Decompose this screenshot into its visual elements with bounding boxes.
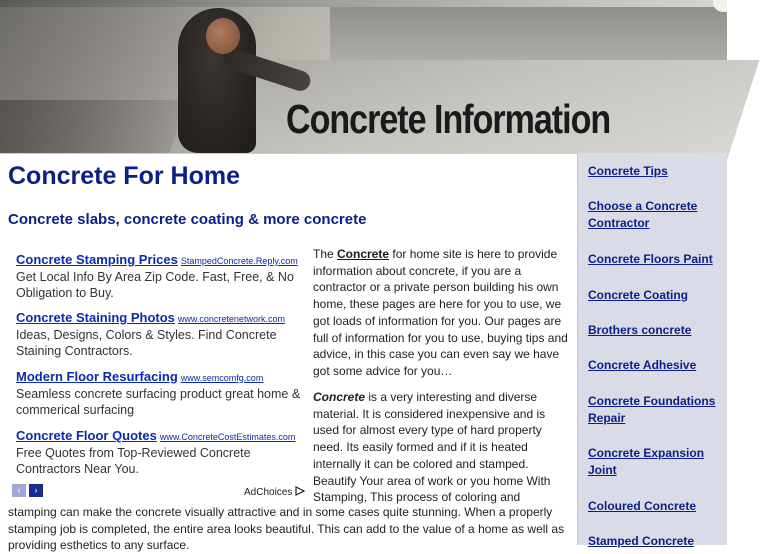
ad-item	[16, 369, 308, 418]
page-title: Concrete For Home	[8, 162, 240, 190]
sidebar-item-floors-paint[interactable]: Concrete Floors Paint	[588, 252, 713, 266]
ad-description: Get Local Info By Area Zip Code. Fast, Free, & No Obligation to Buy.	[16, 270, 294, 300]
ad-title-link[interactable]: Concrete Floor Quotes www.ConcreteCostEstimates.com	[16, 428, 296, 443]
header-banner	[0, 0, 727, 153]
sidebar-item-brothers-concrete[interactable]: Brothers concrete	[588, 323, 692, 337]
sidebar	[577, 153, 727, 548]
ad-title-link[interactable]: Concrete Staining Photos www.concretenetwork.com	[16, 310, 285, 325]
chevron-left-icon[interactable]: ‹	[12, 484, 26, 497]
ad-url[interactable]: www.concretenetwork.com	[177, 314, 285, 324]
ad-url[interactable]: www.semcomfg.com	[180, 373, 264, 383]
sidebar-item-stamped-concrete[interactable]: Stamped Concrete	[588, 534, 695, 548]
concrete-emphasis: Concrete	[313, 390, 366, 404]
ad-description: Ideas, Designs, Colors & Styles. Find Concrete Staining Contractors.	[16, 328, 277, 358]
concrete-paragraph: Concrete is a very interesting and diverse material. It is considered inexpensive and is used for almost every type of hard property need. Its easily formed and if it is heated internally it can be colored and stamped. Beautify Your area of work or you home With Stamping, This process of coloring and	[313, 390, 551, 505]
sidebar-item-concrete-adhesive[interactable]: Concrete Adhesive	[588, 358, 697, 372]
corner-badge	[713, 0, 727, 12]
ad-description: Seamless concrete surfacing product great home & commerical surfacing	[16, 387, 301, 417]
sidebar-item-coloured-concrete[interactable]: Coloured Concrete	[588, 499, 697, 513]
banner-title: Concrete Information	[286, 96, 611, 142]
ads-block	[8, 248, 308, 500]
main-content	[0, 153, 577, 553]
ad-item	[16, 310, 308, 359]
banner-top-strip	[0, 0, 727, 7]
sidebar-item-foundations-repair[interactable]: Concrete Foundations Repair	[588, 394, 716, 425]
sidebar-item-expansion-joint[interactable]: Concrete Expansion Joint	[588, 446, 705, 477]
adchoices-icon	[295, 486, 305, 496]
sidebar-item-choose-contractor[interactable]: Choose a Concrete Contractor	[588, 199, 698, 230]
sidebar-item-concrete-coating[interactable]: Concrete Coating	[588, 288, 689, 302]
ad-url[interactable]: StampedConcrete.Reply.com	[180, 256, 298, 266]
chevron-right-icon[interactable]: ›	[29, 484, 43, 497]
ad-item	[16, 428, 308, 477]
ad-item	[16, 252, 308, 301]
adchoices-link[interactable]: AdChoices	[244, 486, 305, 498]
intro-paragraph: The Concrete for home site is here to provide information about concrete, if you are a contractor or a private person building his own home, these pages are here for you to use, we got loads of information for you. Our pages are full of information for you to use, buying tips and advice, in this case you can even say we have got some advice for you…	[313, 247, 568, 378]
page-subtitle: Concrete slabs, concrete coating & more concrete	[8, 211, 367, 228]
concrete-link[interactable]: Concrete	[337, 247, 390, 261]
ad-title-link[interactable]: Concrete Stamping Prices StampedConcrete.Reply.com	[16, 252, 298, 267]
ad-description: Free Quotes from Top-Reviewed Concrete Contractors Near You.	[16, 446, 251, 476]
ad-url[interactable]: www.ConcreteCostEstimates.com	[159, 432, 296, 442]
ad-title-link[interactable]: Modern Floor Resurfacing www.semcomfg.com	[16, 369, 264, 384]
concrete-paragraph-continued: stamping can make the concrete visually attractive and in some cases quite stunning. When a properly stamping job is completed, the entire area looks beautiful. This can add to the value of a home as well as providing esthetics to any surface.	[8, 505, 565, 553]
sidebar-item-concrete-tips[interactable]: Concrete Tips	[588, 164, 668, 178]
ad-pagination	[12, 484, 43, 497]
worker-head-image	[206, 18, 240, 54]
